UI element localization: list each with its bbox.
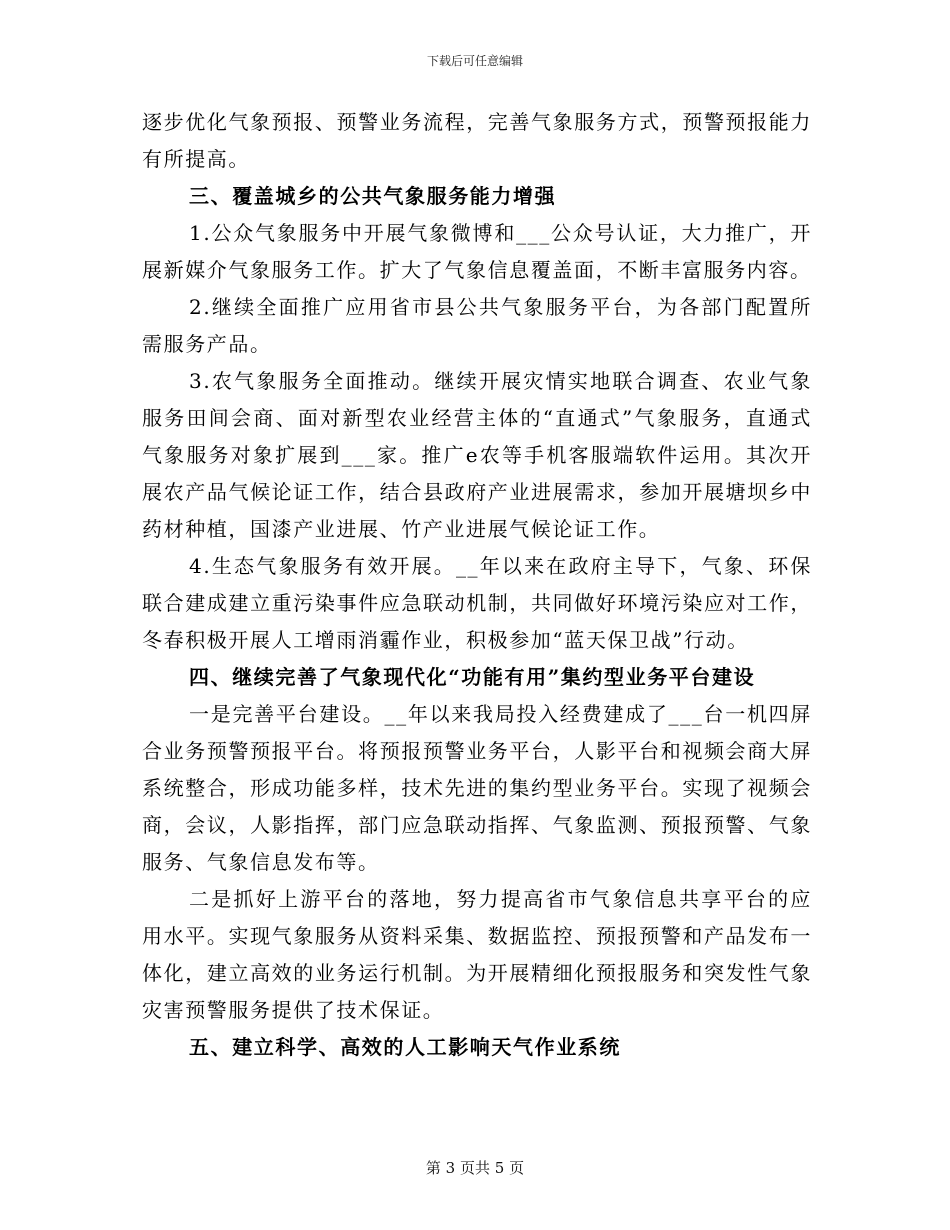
paragraph-continued: 逐步优化气象预报、预警业务流程，完善气象服务方式，预警预报能力有所提高。 [142, 110, 812, 171]
section-heading-5: 五、建立科学、高效的人工影响天气作业系统 [189, 1035, 621, 1059]
paragraph-upstream-platform: 二是抓好上游平台的落地，努力提高省市气象信息共享平台的应用水平。实现气象服务从资料采集、数据监控、预报预警和产品发布一体化，建立高效的业务运行机制。为开展精细化预报服务和突发性气象灾害预警服务提供了技术保证。 [142, 887, 812, 1022]
section-heading-4: 四、继续完善了气象现代化“功能有用”集约型业务平台建设 [189, 665, 756, 689]
paragraph-item-3: 3.农气象服务全面推动。继续开展灾情实地联合调查、农业气象服务田间会商、面对新型农业经营主体的“直通式”气象服务，直通式气象服务对象扩展到___家。推广e农等手机客服端软件运用。其次开展农产品气候论证工作，结合县政府产业进展需求，参加开展塘坝乡中药材种植，国漆产业进展、竹产业进展气候论证工作。 [142, 369, 812, 541]
section-heading-3: 三、覆盖城乡的公共气象服务能力增强 [189, 184, 557, 208]
header-note: 下载后可任意编辑 [426, 54, 523, 68]
paragraph-item-2: 2.继续全面推广应用省市县公共气象服务平台，为各部门配置所需服务产品。 [142, 295, 812, 356]
paragraph-platform-build: 一是完善平台建设。__年以来我局投入经费建成了___台一机四屏合业务预警预报平台。将预报预警业务平台，人影平台和视频会商大屏系统整合，形成功能多样，技术先进的集约型业务平台。实现了视频会商，会议，人影指挥，部门应急联动指挥、气象监测、预报预警、气象服务、气象信息发布等。 [142, 702, 812, 874]
document-body [142, 104, 812, 1066]
page-number-footer: 第 3 页共 5 页 [425, 1159, 525, 1177]
paragraph-item-1: 1.公众气象服务中开展气象微博和___公众号认证，大力推广，开展新媒介气象服务工作。扩大了气象信息覆盖面，不断丰富服务内容。 [142, 221, 812, 282]
paragraph-item-4: 4.生态气象服务有效开展。__年以来在政府主导下，气象、环保联合建成建立重污染事件应急联动机制，共同做好环境污染应对工作，冬春积极开展人工增雨消霾作业，积极参加“蓝天保卫战”行动。 [142, 554, 812, 652]
